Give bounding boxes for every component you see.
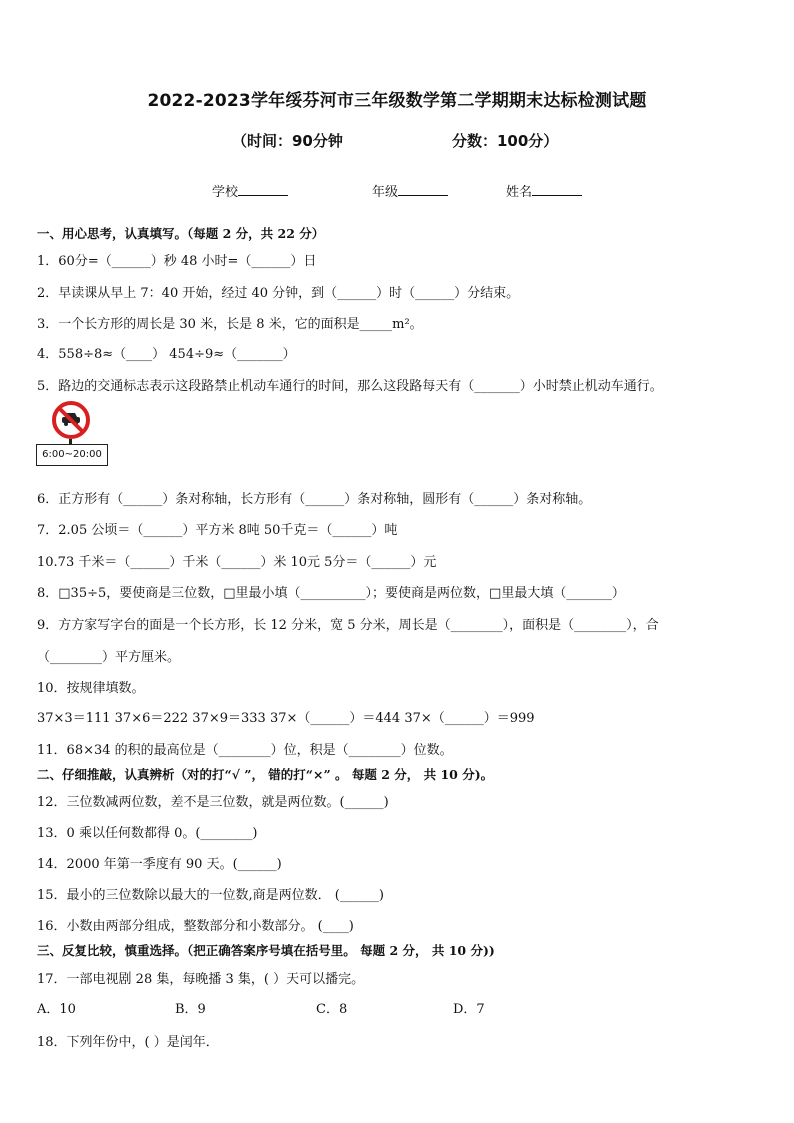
sign-time-plate: 6:00~20:00 [36, 444, 108, 466]
section-1-heading: 一、用心思考，认真填写。（每题 2 分，共 22 分） [37, 226, 325, 241]
section-3-heading: 三、反复比较，慎重选择。（把正确答案序号填在括号里。 每题 2 分， 共 10 分)) [37, 943, 495, 958]
question-3: 3．一个长方形的周长是 30 米，长是 8 米，它的面积是_____m²。 [37, 317, 423, 332]
question-1: 1．60分=（______）秒 48 小时=（______）日 [37, 254, 317, 269]
option-a[interactable]: A．10 [37, 1002, 76, 1017]
grade-field[interactable] [372, 181, 448, 200]
question-11: 11．68×34 的积的最高位是（________）位，积是（________）位数。 [37, 743, 453, 758]
grade-blank[interactable] [398, 182, 448, 196]
question-18: 18．下列年份中，( ）是闰年． [37, 1035, 219, 1050]
traffic-sign [36, 401, 111, 466]
grade-label: 年级 [372, 185, 399, 200]
total-score: 分数：100分） [452, 132, 559, 150]
option-d[interactable]: D．7 [453, 1002, 485, 1017]
exam-title: 2022-2023学年绥芬河市三年级数学第二学期期末达标检测试题 [147, 91, 647, 111]
school-field[interactable] [212, 181, 288, 200]
question-2: 2．早读课从早上 7：40 开始，经过 40 分钟，到（______）时（______）分结束。 [37, 286, 520, 301]
name-blank[interactable] [532, 182, 582, 196]
option-b[interactable]: B．9 [175, 1002, 206, 1017]
name-field[interactable] [506, 181, 582, 200]
question-17: 17．一部电视剧 28 集，每晚播 3 集，( ）天可以播完。 [37, 972, 365, 987]
time-limit: （时间：90分钟 [232, 132, 343, 150]
section-2-heading: 二、仔细推敲，认真辨析（对的打“√ ”， 错的打“×” 。 每题 2 分， 共 10 分)。 [37, 767, 494, 782]
school-label: 学校 [212, 185, 239, 200]
question-16: 16．小数由两部分组成，整数部分和小数部分。 (____) [37, 919, 354, 934]
question-14: 14．2000 年第一季度有 90 天。(______) [37, 857, 282, 872]
name-label: 姓名 [506, 185, 533, 200]
question-12: 12．三位数减两位数，差不是三位数，就是两位数。(______) [37, 795, 389, 810]
question-10-sequence: 37×3＝111 37×6＝222 37×9＝333 37×（______）＝444 37×（______）＝999 [37, 711, 535, 726]
question-9b: （________）平方厘米。 [37, 650, 181, 665]
option-c[interactable]: C．8 [316, 1002, 348, 1017]
question-15: 15．最小的三位数除以最大的一位数,商是两位数． (______) [37, 888, 384, 903]
question-5: 5．路边的交通标志表示这段路禁止机动车通行的时间，那么这段路每天有（_______）小时禁止机动车通行。 [37, 379, 663, 394]
question-6: 6．正方形有（______）条对称轴，长方形有（______）条对称轴，圆形有（______）条对称轴。 [37, 492, 592, 507]
school-blank[interactable] [238, 182, 288, 196]
question-7b: 10.73 千米＝（______）千米（______）米 10元 5分＝（______）元 [37, 555, 437, 570]
question-10: 10．按规律填数。 [37, 681, 145, 696]
question-8: 8．□35÷5，要使商是三位数，□里最小填（__________）；要使商是两位数，□里最大填（_______） [37, 586, 625, 601]
question-13: 13．0 乘以任何数都得 0。(________) [37, 826, 258, 841]
question-7a: 7．2.05 公顷＝（______）平方米 8吨 50千克＝（______）吨 [37, 523, 398, 538]
no-motor-vehicles-icon [52, 401, 90, 439]
question-4: 4．558÷8≈（____） 454÷9≈（_______） [37, 347, 296, 362]
question-9a: 9．方方家写字台的面是一个长方形，长 12 分米，宽 5 分米，周长是（________），面积是（________），合 [37, 618, 659, 633]
